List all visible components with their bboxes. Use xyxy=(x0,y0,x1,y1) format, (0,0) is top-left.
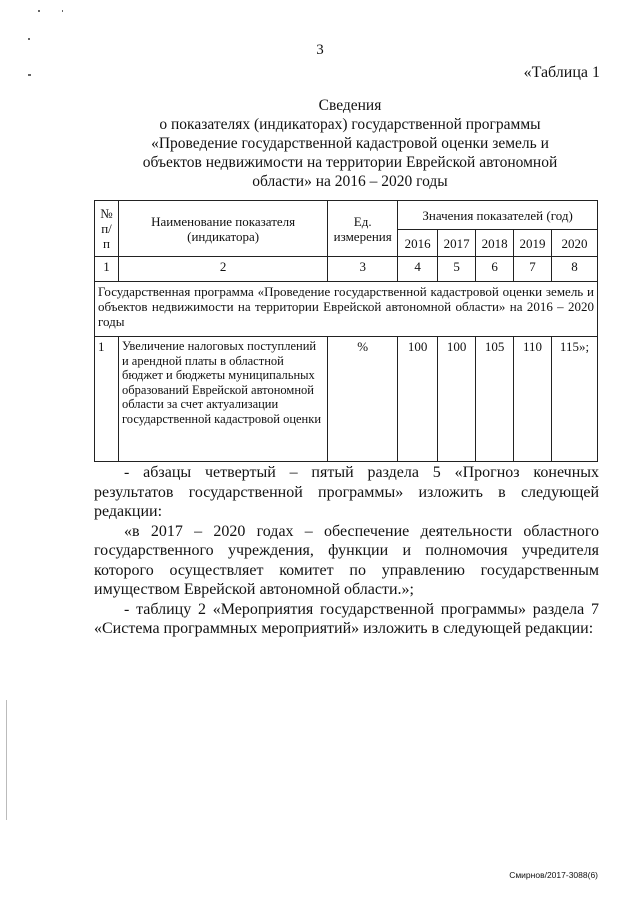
row-value: 105 xyxy=(476,337,514,462)
row-value: 115»; xyxy=(552,337,598,462)
table-row xyxy=(95,337,598,462)
header-num: № п/п xyxy=(95,201,119,257)
header-name: Наименование показателя (индикатора) xyxy=(118,201,327,257)
header-year: 2018 xyxy=(476,230,514,257)
scan-artifact xyxy=(28,38,30,40)
body-text xyxy=(94,463,599,639)
header-unit: Ед. измерения xyxy=(328,201,398,257)
document-code: Смирнов/2017-3088(6) xyxy=(509,870,598,880)
column-number: 1 xyxy=(95,257,119,282)
scan-artifact xyxy=(38,10,40,12)
column-number: 3 xyxy=(328,257,398,282)
table-header-row xyxy=(95,201,598,230)
paragraph: - абзацы четвертый – пятый раздела 5 «Прогноз конечных результатов государственной программы» изложить в следующей редакции: xyxy=(94,464,599,520)
heading-line: о показателях (индикаторах) государственной программы xyxy=(159,116,541,133)
column-number: 4 xyxy=(398,257,438,282)
row-value: 110 xyxy=(514,337,552,462)
heading-line: области» на 2016 – 2020 годы xyxy=(252,173,448,190)
scan-artifact xyxy=(28,74,31,76)
row-value: 100 xyxy=(398,337,438,462)
indicators-table xyxy=(94,200,598,462)
program-title-cell: Государственная программа «Проведение государственной кадастровой оценки земель и объектов недвижимости на территории Еврейской автономной области» на 2016 – 2020 годы xyxy=(95,282,598,337)
heading-line: объектов недвижимости на территории Еврейской автономной xyxy=(142,154,558,171)
paragraph: «в 2017 – 2020 годах – обеспечение деятельности областного государственного учреждения, функции и полномочия учредителя которого осуществляет комитет по управлению государственным имуществом Еврейской автономной области.»; xyxy=(94,522,599,598)
paragraph: - таблицу 2 «Мероприятия государственной программы» раздела 7 «Система программных мероприятий» изложить в следующей редакции: xyxy=(94,600,599,637)
column-number-row xyxy=(95,257,598,282)
heading-line: «Проведение государственной кадастровой оценки земель и xyxy=(151,135,549,152)
row-num: 1 xyxy=(95,337,119,462)
row-indicator-name: Увеличение налоговых поступлений и арендной платы в областной бюджет и бюджеты муниципальных образований Еврейской автономной области за счет актуализации государственной кадастровой оценки xyxy=(118,337,327,462)
scan-artifact xyxy=(62,10,63,12)
column-number: 7 xyxy=(514,257,552,282)
column-number: 6 xyxy=(476,257,514,282)
header-values-group: Значения показателей (год) xyxy=(398,201,598,230)
program-row xyxy=(95,282,598,337)
document-heading xyxy=(90,96,610,191)
header-year: 2017 xyxy=(438,230,476,257)
header-year: 2020 xyxy=(552,230,598,257)
header-year: 2016 xyxy=(398,230,438,257)
table-reference: «Таблица 1 xyxy=(523,64,600,81)
column-number: 5 xyxy=(438,257,476,282)
column-number: 2 xyxy=(118,257,327,282)
row-unit: % xyxy=(328,337,398,462)
header-year: 2019 xyxy=(514,230,552,257)
scan-artifact xyxy=(6,700,7,820)
row-value: 100 xyxy=(438,337,476,462)
column-number: 8 xyxy=(552,257,598,282)
heading-line: Сведения xyxy=(318,97,382,114)
page-number: 3 xyxy=(316,42,324,58)
